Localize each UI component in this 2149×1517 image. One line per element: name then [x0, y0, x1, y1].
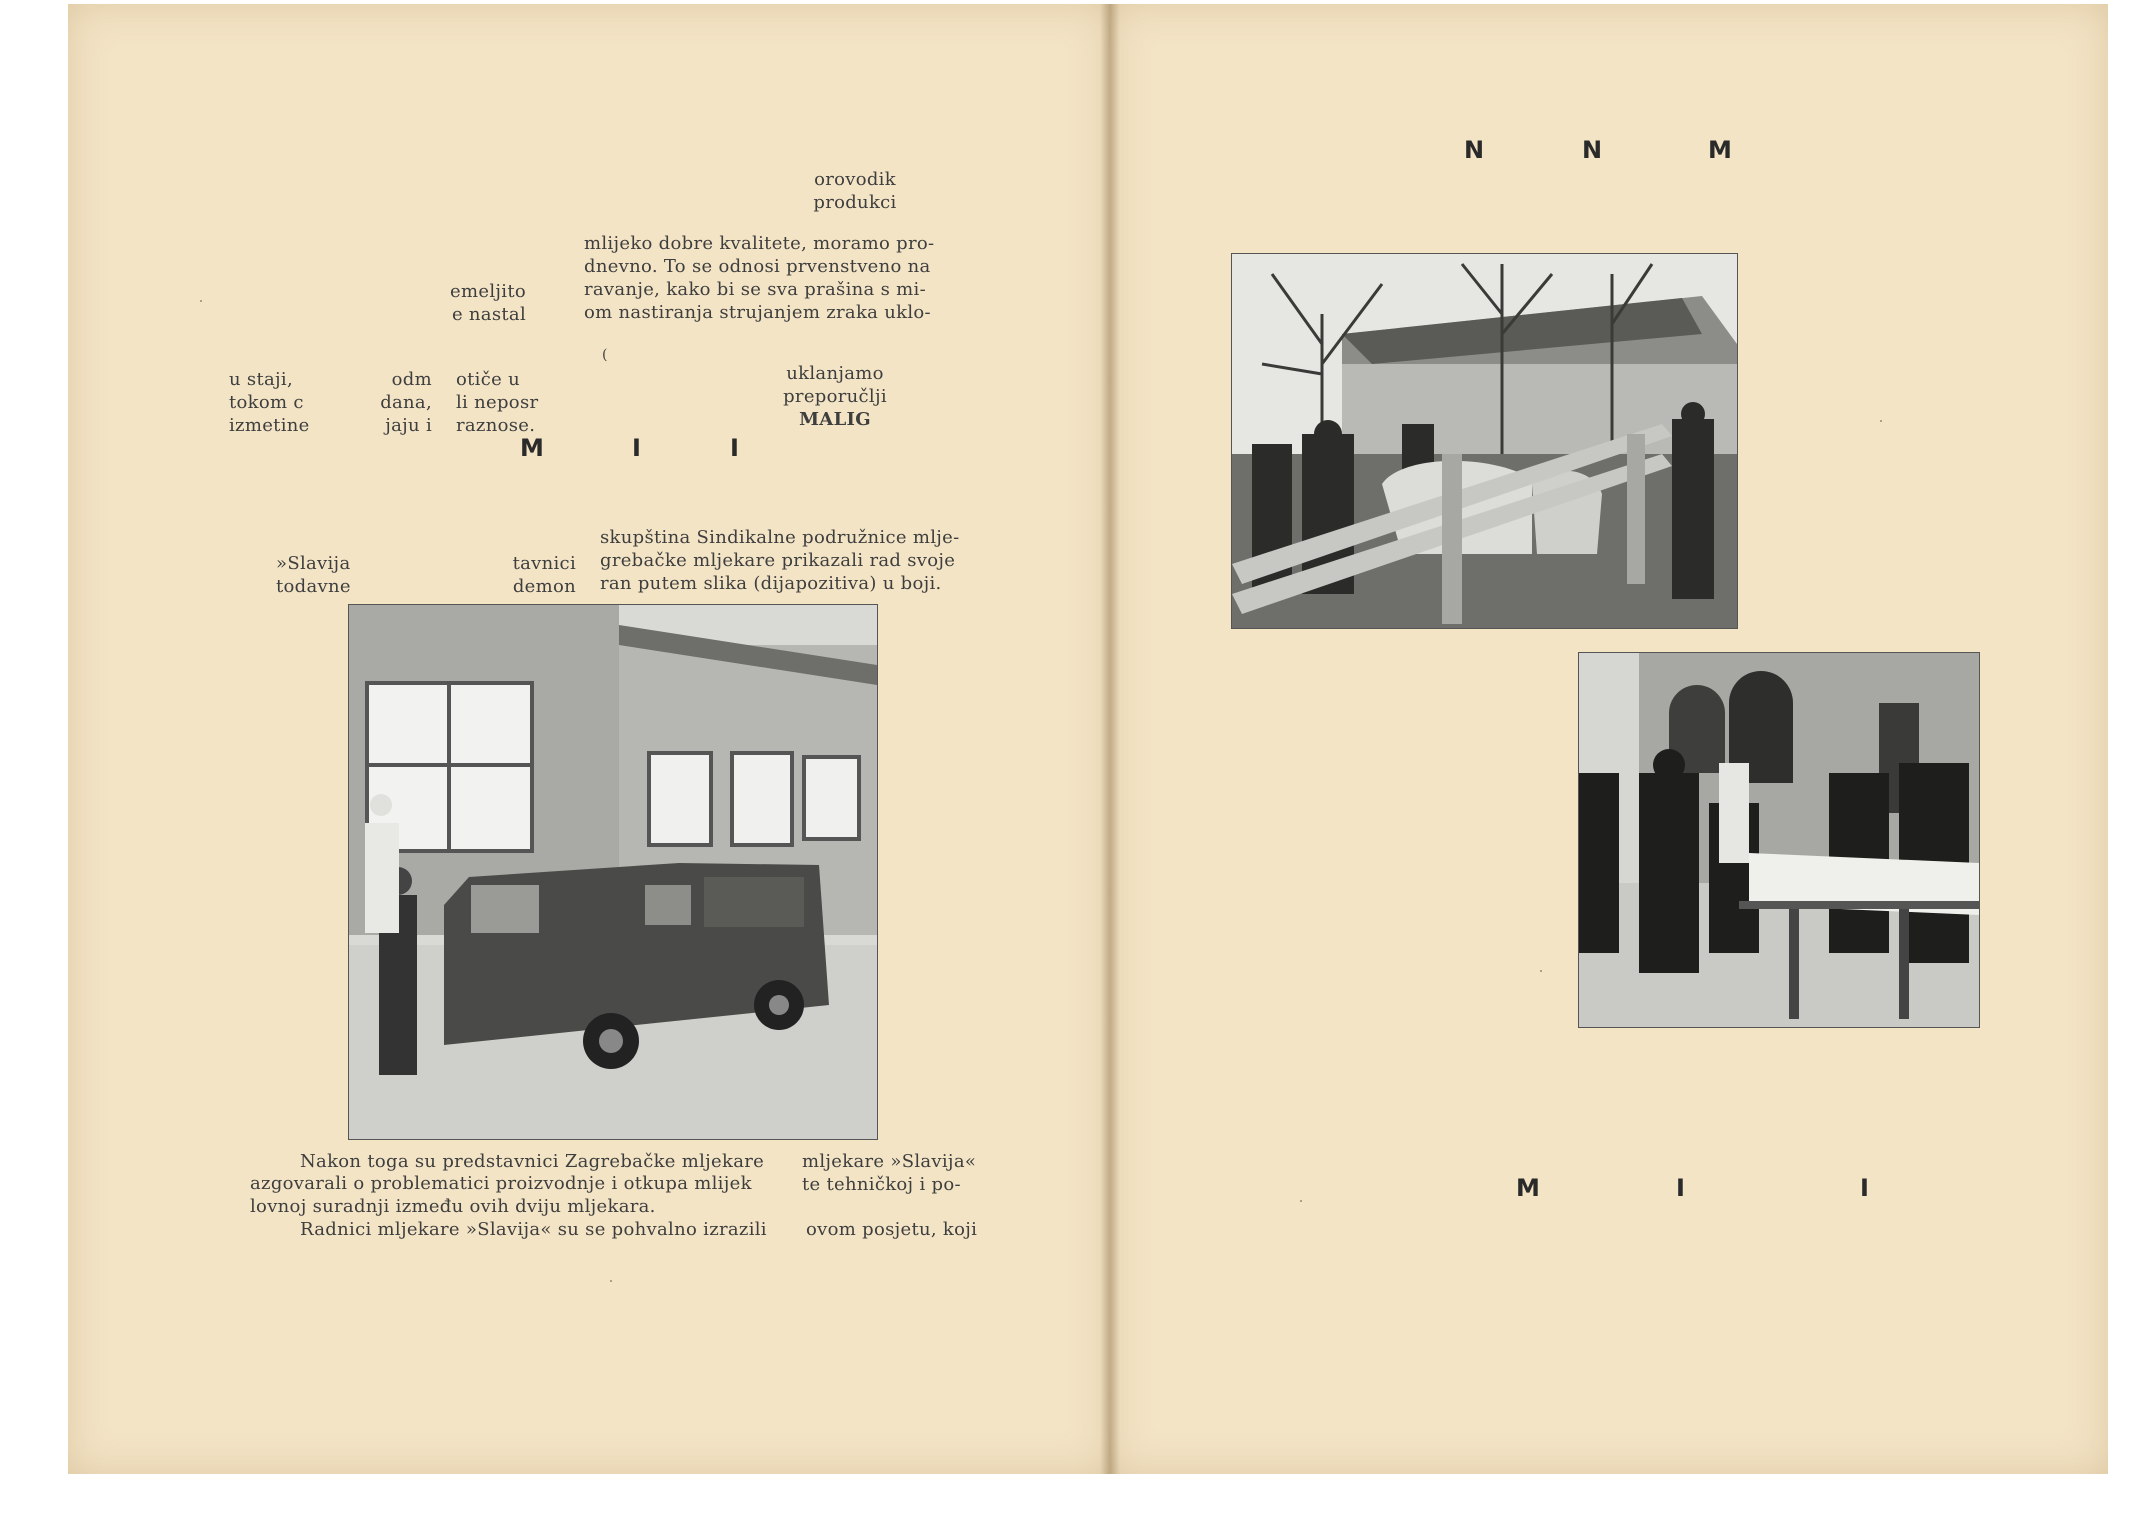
text-line: uklanjamo	[786, 363, 884, 384]
text-line: lovnoj suradnji između ovih dviju mljekara.	[250, 1196, 656, 1217]
text-column-c	[456, 368, 538, 437]
text-line: tokom c	[229, 392, 304, 413]
caption-left-column	[300, 1150, 764, 1173]
caption-right-column	[802, 1150, 976, 1196]
page-fold	[1100, 4, 1120, 1474]
market-stall-photo	[1578, 652, 1980, 1028]
text-line: mljekare »Slavija«	[802, 1151, 977, 1172]
text-line: todavne	[276, 576, 351, 597]
text-line: ran putem slika (dijapozitiva) u boji.	[600, 573, 942, 594]
text-line: orovodik	[814, 169, 896, 190]
paper-speck	[1540, 970, 1542, 972]
text-line: raznose.	[456, 415, 536, 436]
paper-speck	[200, 300, 202, 302]
text-line: preporučlji	[783, 386, 887, 407]
section-heading-letter: N	[1464, 136, 1485, 164]
caption-left-column	[300, 1218, 767, 1241]
text-line: Radnici mljekare »Slavija« su se pohvalno izrazili	[300, 1219, 767, 1240]
paper-speck	[610, 1280, 612, 1282]
laboratory-van-photo	[348, 604, 878, 1140]
section-heading-letter: M	[520, 434, 544, 462]
text-line: tavnici	[512, 553, 576, 574]
text-block-emeljito	[420, 280, 526, 326]
text-line: te tehničkoj i po-	[802, 1174, 961, 1195]
stray-parenthesis: (	[602, 347, 608, 363]
text-column-f	[480, 552, 576, 598]
text-block-skupstina	[600, 526, 959, 595]
text-line: dnevno. To se odnosi prvenstveno na	[584, 256, 931, 277]
text-line: skupština Sindikalne podružnice mlje-	[600, 527, 960, 548]
text-line: grebačke mljekare prikazali rad svoje	[600, 550, 956, 571]
text-line: mlijeko dobre kvalitete, moramo pro-	[584, 233, 935, 254]
text-line: Nakon toga su predstavnici Zagrebačke mljekare	[300, 1151, 765, 1172]
text-line: demon	[512, 576, 576, 597]
paper-speck	[1880, 420, 1882, 422]
text-line-bold: MALIG	[799, 409, 871, 430]
text-column-b	[370, 368, 432, 437]
text-line: e nastal	[451, 304, 526, 325]
section-heading-letter: I	[1860, 1174, 1869, 1202]
text-line: ravanje, kako bi se sva prašina s mi-	[584, 279, 926, 300]
caption-right-column	[806, 1218, 977, 1241]
text-column-d	[760, 362, 910, 431]
text-line: om nastiranja strujanjem zraka uklo-	[584, 302, 931, 323]
text-line: u staji,	[229, 369, 293, 390]
text-line: produkci	[813, 192, 897, 213]
text-line: dana,	[380, 392, 432, 413]
text-block-orovodik	[770, 168, 940, 214]
text-line: otiče u	[456, 369, 520, 390]
text-line: li neposr	[456, 392, 539, 413]
section-heading-letter: N	[1582, 136, 1603, 164]
text-line: azgovarali o problematici proizvodnje i otkupa mlijek	[250, 1173, 752, 1194]
cattle-fence-photo	[1231, 253, 1738, 629]
caption-left-column	[250, 1172, 752, 1218]
section-heading-letter: M	[1708, 136, 1732, 164]
text-line: odm	[391, 369, 432, 390]
section-heading-letter: I	[730, 434, 739, 462]
text-line: izmetine	[229, 415, 310, 436]
section-heading-letter: I	[1676, 1174, 1685, 1202]
text-line: ovom posjetu, koji	[806, 1219, 978, 1240]
text-line: jaju i	[385, 415, 432, 436]
paper-speck	[1300, 1200, 1302, 1202]
text-column-a	[229, 368, 310, 437]
text-line: emeljito	[450, 281, 526, 302]
text-block-mlijeko	[584, 232, 934, 324]
section-heading-letter: M	[1516, 1174, 1540, 1202]
text-column-e	[276, 552, 351, 598]
section-heading-letter: I	[632, 434, 641, 462]
text-line: »Slavija	[276, 553, 351, 574]
